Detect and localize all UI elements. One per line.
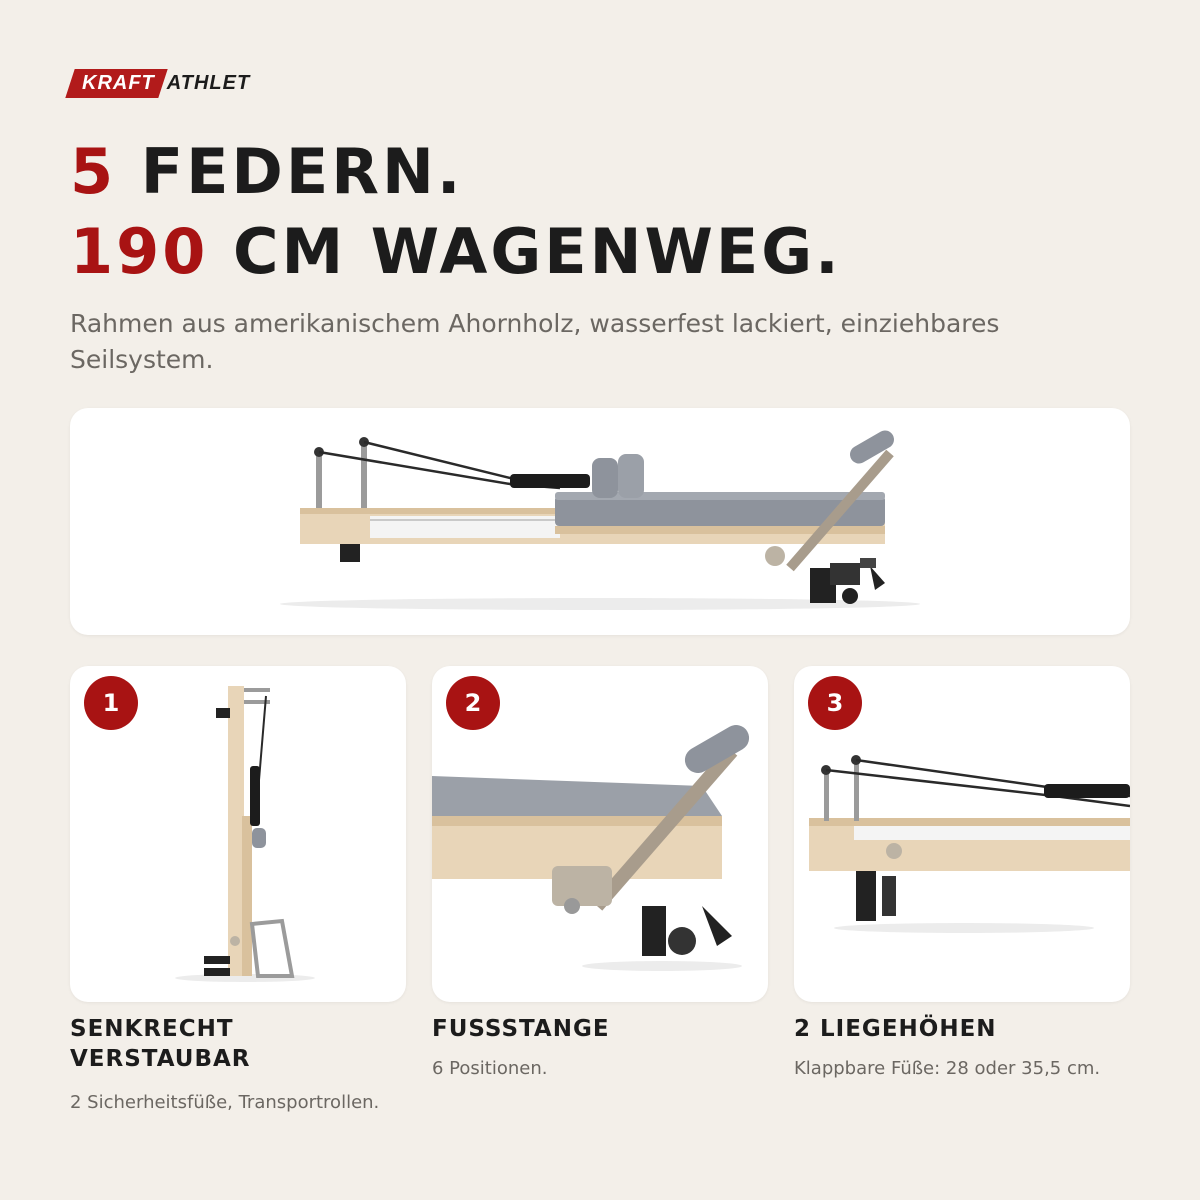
carriage-travel-value: 190 <box>70 215 209 288</box>
brand-logo-kraft: KRAFT <box>65 69 167 98</box>
feature-title-3-line-1: 2 LIEGEHÖHEN <box>794 1016 997 1042</box>
feature-description-3: Klappbare Füße: 28 oder 35,5 cm. <box>794 1058 1101 1079</box>
hero-image-card <box>70 408 1130 635</box>
feature-description-2: 6 Positionen. <box>432 1058 548 1079</box>
feature-description-1: 2 Sicherheitsfüße, Transportrollen. <box>70 1092 380 1113</box>
feature-card-1 <box>70 666 406 1002</box>
page-subtitle: Rahmen aus amerikanischem Ahornholz, wasserfest lackiert, einziehbares Seilsystem. <box>70 309 1000 374</box>
feature-card-2 <box>432 666 768 1002</box>
feature-title-3 <box>794 1014 1124 1044</box>
feature-title-1 <box>70 1014 400 1074</box>
feature-title-2 <box>432 1014 762 1044</box>
spring-count: 5 <box>70 135 117 208</box>
reformer-side-view-image <box>70 408 1130 635</box>
feature-number-badge-3: 3 <box>808 676 862 730</box>
spring-label: FEDERN. <box>116 135 464 208</box>
feature-title-1-line-2: VERSTAUBAR <box>70 1046 251 1072</box>
page-headline <box>70 132 842 292</box>
headline-line-2 <box>70 215 842 288</box>
feature-title-2-line-1: FUSSSTANGE <box>432 1016 610 1042</box>
feature-number-badge-1: 1 <box>84 676 138 730</box>
brand-logo-athlet: ATHLET <box>166 71 251 94</box>
brand-logo <box>70 68 250 98</box>
carriage-travel-label: CM WAGENWEG. <box>208 215 842 288</box>
headline-line-1 <box>70 135 463 208</box>
feature-card-3 <box>794 666 1130 1002</box>
feature-title-1-line-1: SENKRECHT <box>70 1016 234 1042</box>
feature-number-badge-2: 2 <box>446 676 500 730</box>
